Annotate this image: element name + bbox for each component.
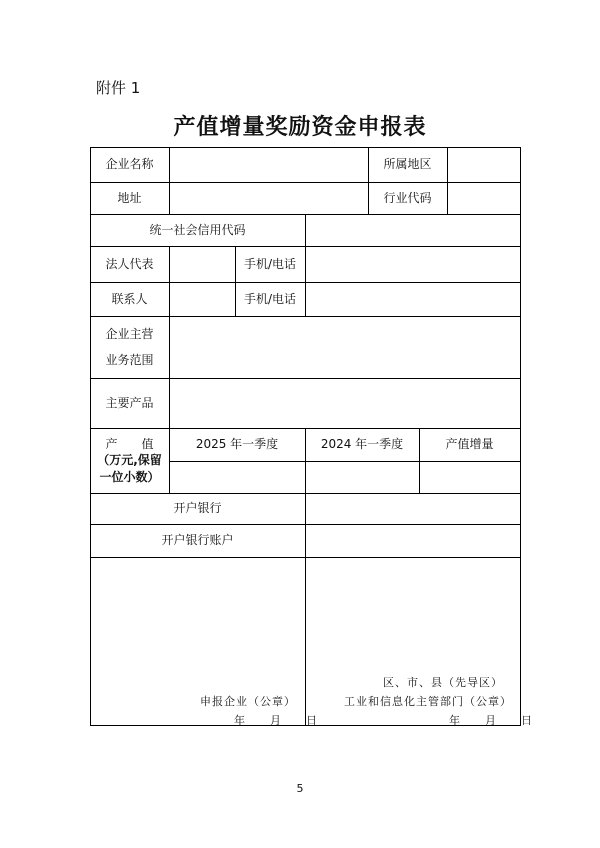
industry-code-label: 行业代码 [383,190,432,205]
legal-rep-field[interactable] [169,246,235,282]
output-label-line2: （万元,保留 [97,453,162,468]
bank-account-label: 开户银行账户 [161,533,234,548]
phone-field-2[interactable] [305,282,520,316]
authority-line2: 工业和信息化主管部门（公章） [344,695,512,708]
company-name-label: 企业名称 [105,157,154,172]
attachment-label: 附件 1 [96,79,141,97]
output-increase-header: 产值增量 [445,437,494,452]
output-increase-field[interactable] [419,461,520,493]
legal-rep-label: 法人代表 [105,256,154,271]
business-scope-label [90,316,169,378]
address-field[interactable] [169,182,368,214]
industry-code-field[interactable] [447,182,520,214]
q1-2025-field[interactable] [169,461,305,493]
phone-field-1[interactable] [305,246,520,282]
region-label: 所属地区 [383,157,432,172]
authority-date: 年 月 日 [449,714,533,727]
applicant-date: 年 月 日 [234,714,318,727]
main-products-label: 主要产品 [105,395,154,410]
page-number: 5 [296,782,304,795]
address-label: 地址 [117,190,142,205]
applicant-seal-text: 申报企业（公章） [200,695,296,708]
business-scope-field[interactable] [169,316,520,378]
region-field[interactable] [447,147,520,182]
q1-2024-field[interactable] [305,461,419,493]
credit-code-field[interactable] [305,214,520,246]
authority-line1: 区、市、县（先导区） [383,676,503,689]
bank-field[interactable] [305,493,520,524]
bank-account-field[interactable] [305,524,520,557]
phone-label-2: 手机/电话 [243,291,297,306]
business-scope-line2: 业务范围 [105,353,154,367]
contact-label: 联系人 [111,291,148,306]
output-label [90,428,169,493]
credit-code-label: 统一社会信用代码 [149,222,246,237]
q1-2024-header: 2024 年一季度 [320,437,404,452]
company-name-field[interactable] [169,147,368,182]
main-products-field[interactable] [169,378,520,428]
contact-field[interactable] [169,282,235,316]
form-title: 产值增量奖励资金申报表 [173,115,427,140]
output-label-line1: 产 值 [105,437,154,452]
business-scope-line1: 企业主营 [105,326,154,341]
phone-label-1: 手机/电话 [243,256,297,271]
q1-2025-header: 2025 年一季度 [195,437,279,452]
output-label-line3: 一位小数） [99,469,160,484]
bank-label: 开户银行 [173,501,222,516]
